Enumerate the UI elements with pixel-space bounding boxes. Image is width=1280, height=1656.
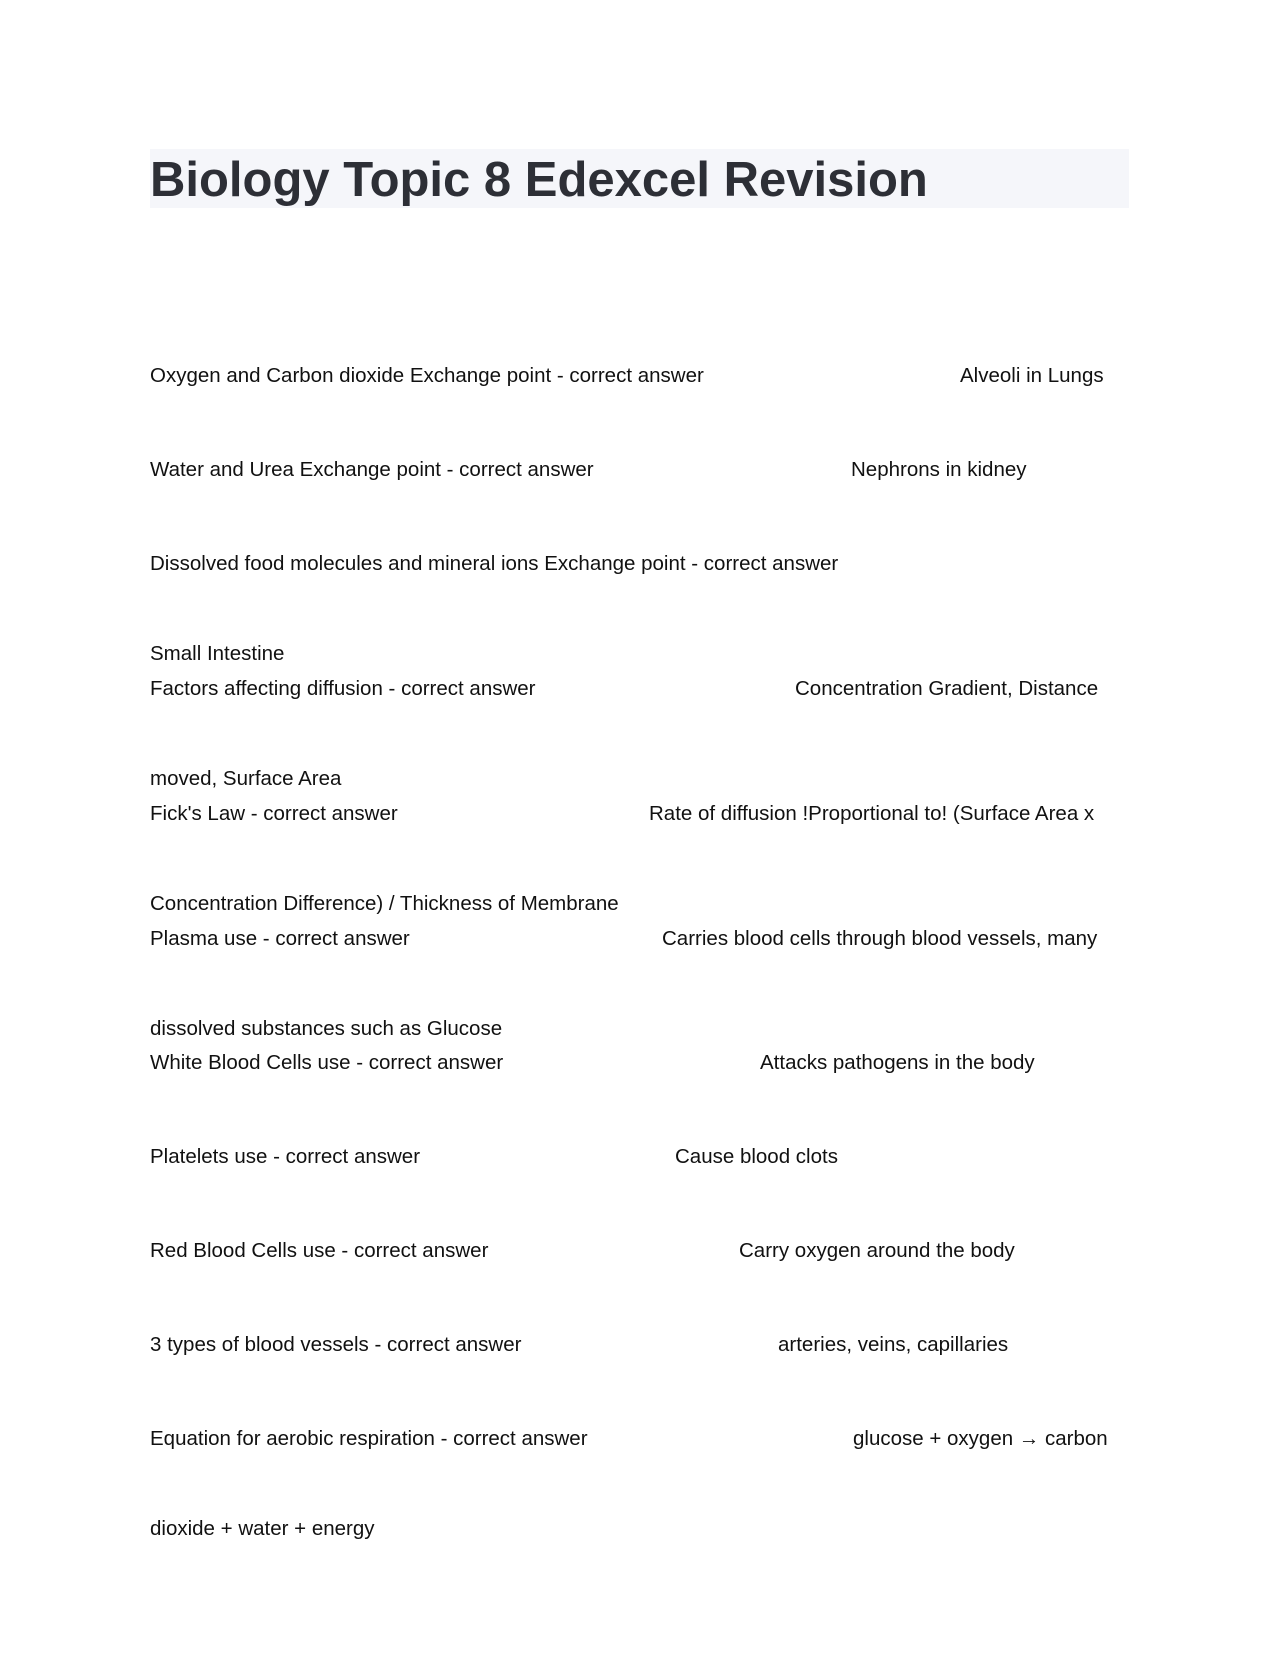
entry-answer: Concentration Gradient, Distance: [795, 677, 1099, 700]
entry-answer: Nephrons in kidney: [851, 458, 1027, 481]
entry-line: [150, 674, 1130, 704]
entry-answer-continuation: dissolved substances such as Glucose: [150, 1017, 503, 1040]
entry-line: [150, 1236, 1130, 1266]
entry-question: Platelets use - correct answer: [150, 1145, 421, 1168]
entry-line: [150, 1048, 1130, 1078]
entry-answer-continuation: Concentration Difference) / Thickness of Membrane: [150, 892, 619, 915]
entry-answer: glucose + oxygen → carbon: [853, 1427, 1108, 1450]
entry-question: Oxygen and Carbon dioxide Exchange point - correct answer: [150, 364, 704, 387]
entry-line: [150, 1514, 1130, 1544]
entry-line: [150, 1142, 1130, 1172]
entry-question: Equation for aerobic respiration - correct answer: [150, 1427, 588, 1450]
entry-answer: arteries, veins, capillaries: [778, 1333, 1009, 1356]
entry-question: Red Blood Cells use - correct answer: [150, 1239, 489, 1262]
entry-question: White Blood Cells use - correct answer: [150, 1051, 504, 1074]
entry-question: Plasma use - correct answer: [150, 927, 410, 950]
entry-answer: Rate of diffusion !Proportional to! (Surface Area x: [649, 802, 1095, 825]
entry-answer-continuation: dioxide + water + energy: [150, 1517, 375, 1540]
entry-question: 3 types of blood vessels - correct answer: [150, 1333, 522, 1356]
entry-question: Water and Urea Exchange point - correct answer: [150, 458, 594, 481]
entry-line: [150, 455, 1130, 485]
entry-line: [150, 549, 1130, 579]
entry-answer: Alveoli in Lungs: [960, 364, 1104, 387]
entry-answer-continuation: Small Intestine: [150, 642, 285, 665]
entry-question: Factors affecting diffusion - correct answer: [150, 677, 536, 700]
entry-line: [150, 1330, 1130, 1360]
entry-answer: Cause blood clots: [675, 1145, 838, 1168]
entry-question: Dissolved food molecules and mineral ions Exchange point - correct answer: [150, 552, 839, 575]
flashcard-entry: [150, 1364, 1130, 1604]
entry-answer-continuation: moved, Surface Area: [150, 767, 342, 790]
entry-answer: Attacks pathogens in the body: [760, 1051, 1035, 1074]
entry-answer: Carry oxygen around the body: [739, 1239, 1015, 1262]
entry-line: [150, 361, 1130, 391]
entry-line: [150, 1424, 1130, 1454]
entry-answer: Carries blood cells through blood vessels, many: [662, 927, 1098, 950]
entry-line: [150, 924, 1130, 954]
entry-question: Fick's Law - correct answer: [150, 802, 398, 825]
entry-line: [150, 799, 1130, 829]
document-title: Biology Topic 8 Edexcel Revision: [150, 153, 928, 207]
